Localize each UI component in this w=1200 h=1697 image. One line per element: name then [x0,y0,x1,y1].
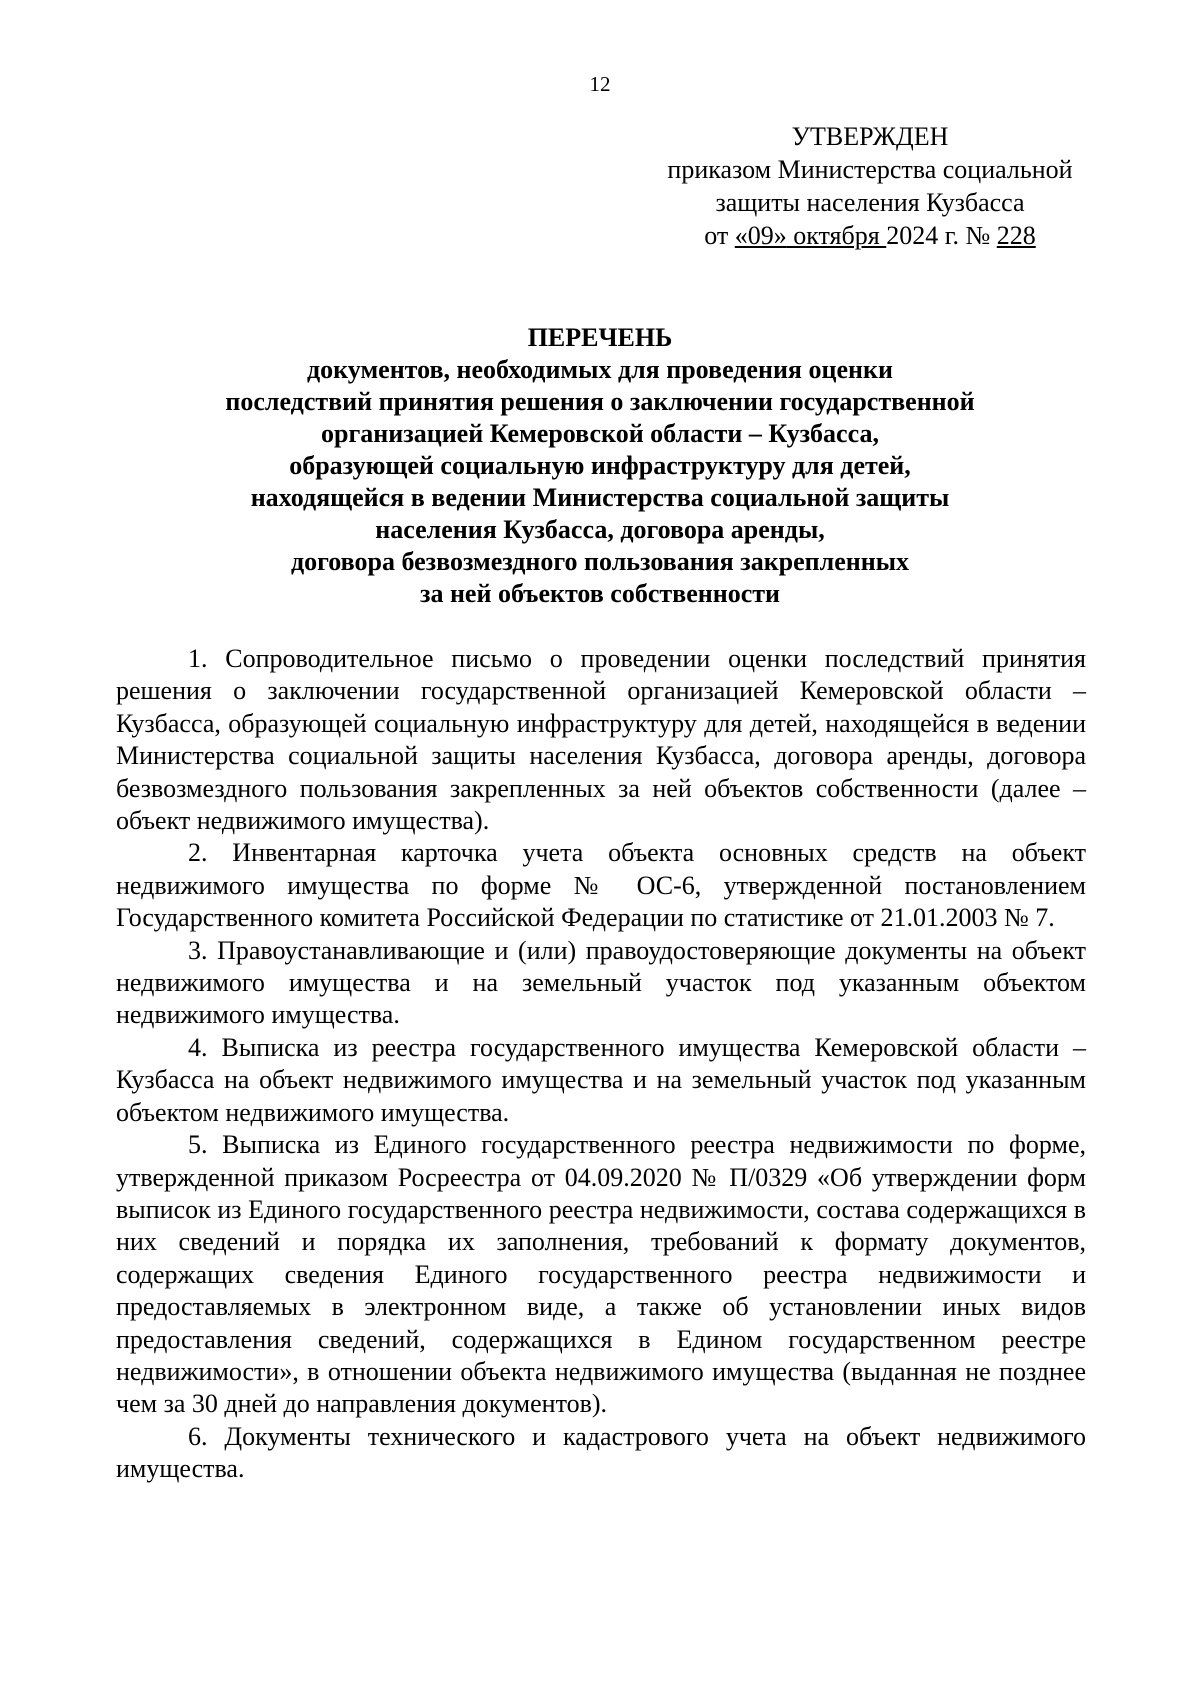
list-item-1: 1. Сопроводительное письмо о проведении оценки последствий принятия решения о заключении государственной организацией Кемеровской области – Кузбасса, образующей социальную инфраструктуру для детей, находящейся в ведении Министерства социальной защиты населения Кузбасса, договора аренды, договора безвозмездного пользования закрепленных за ней объектов собственности (далее – объект недвижимого имущества). [116,644,1086,836]
title-line: договора безвозмездного пользования закрепленных [290,547,910,576]
title-line: организацией Кемеровской области – Кузбасса, [321,419,879,448]
approval-status: УТВЕРЖДЕН [791,122,949,151]
document-title [150,322,1050,610]
title-line: находящейся в ведении Министерства социальной защиты [250,483,950,512]
approval-date-prefix: от [704,221,735,250]
approval-order-number: 228 [996,221,1036,250]
approval-date-day: «09» [734,221,787,250]
title-main: ПЕРЕЧЕНЬ [527,323,673,352]
approval-line-1: приказом Министерства социальной [667,155,1073,184]
title-line: за ней объектов собственности [420,579,780,608]
list-item-2: 2. Инвентарная карточка учета объекта основных средств на объект недвижимого имущества по форме № ОС-6, утвержденной постановлением Государственного комитета Российской Федерации по статистике от 21.01.2003 № 7. [116,838,1086,933]
list-item-6: 6. Документы технического и кадастрового учета на объект недвижимого имущества. [116,1421,1086,1484]
approval-date-year: 2024 г. № [886,221,997,250]
title-line: документов, необходимых для проведения оценки [307,355,893,384]
title-line: образующей социальную инфраструктуру для детей, [289,451,911,480]
approval-stamp [640,120,1100,252]
approval-line-2: защиты населения Кузбасса [715,188,1025,217]
approval-date-line [640,219,1100,252]
list-item-3: 3. Правоустанавливающие и (или) правоудостоверяющие документы на объект недвижимого имущества и на земельный участок под указанным объектом недвижимого имущества. [116,935,1086,1030]
title-line: населения Кузбасса, договора аренды, [375,515,825,544]
document-list [116,643,1086,1486]
list-item-4: 4. Выписка из реестра государственного имущества Кемеровской области – Кузбасса на объект недвижимого имущества и на земельный участок под указанным объектом недвижимого имущества. [116,1032,1086,1127]
approval-date-month: октября [786,221,887,250]
title-line: последствий принятия решения о заключении государственной [225,387,975,416]
page-number: 12 [589,72,611,96]
list-item-5: 5. Выписка из Единого государственного реестра недвижимости по форме, утвержденной приказом Росреестра от 04.09.2020 № П/0329 «Об утверждении форм выписок из Единого государственного реестра недвижимости, состава содержащихся в них сведений и порядка их заполнения, требований к формату документов, содержащих сведения Единого государственного реестра недвижимости и предоставляемых в электронном виде, а также об установлении иных видов предоставления сведений, содержащихся в Едином государственном реестре недвижимости», в отношении объекта недвижимого имущества (выданная не позднее чем за 30 дней до направления документов). [116,1130,1086,1419]
